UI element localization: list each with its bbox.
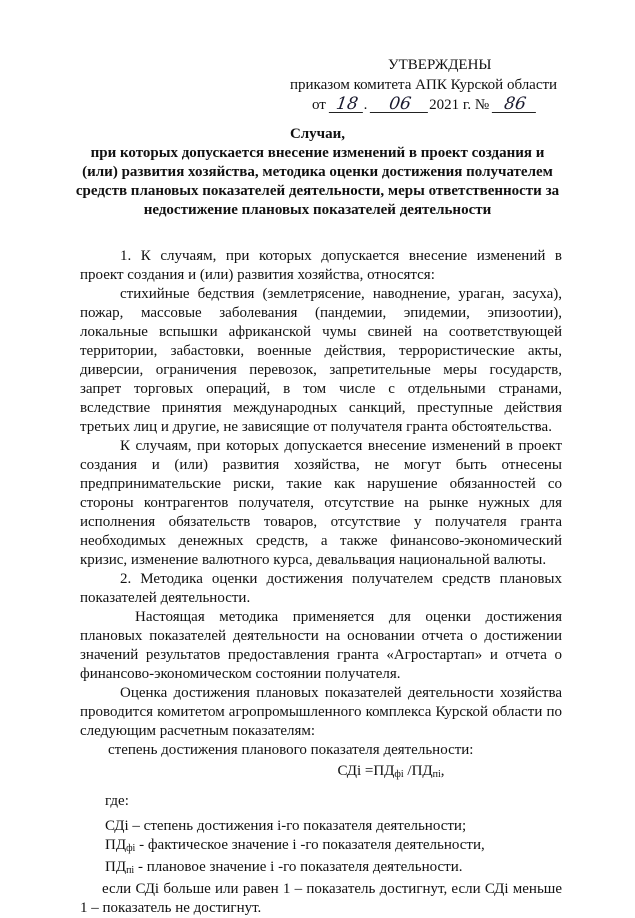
date-prefix: от xyxy=(312,97,326,113)
order-reference: приказом комитета АПК Курской области xyxy=(290,77,558,93)
legend-line: СДi – степень достижения i-го показателя деятельности; xyxy=(105,818,467,834)
formula: СДi $=ПД_{фi}$ $/ПД_{пi}$, xyxy=(337,763,445,780)
paragraph-4: 2. Методика оценки достижения получателем средств плановых показателей деятельности. xyxy=(80,571,562,606)
title-line: при которых допускается внесение изменений в проект создания и xyxy=(90,145,545,161)
paragraph-6: Оценка достижения плановых показателей деятельности хозяйства проводится комитетом агропромышленного комплекса Курской области по следующим расчетным показателям: xyxy=(80,685,562,739)
date-separator: . xyxy=(363,97,368,113)
paragraph-5: Настоящая методика применяется для оценки достижения плановых показателей деятельности на основании отчета о достижении значений результатов предоставления гранта «Агростартап» и отчета о финансово-экономическом состоянии получателя. xyxy=(80,609,562,682)
paragraph-2: стихийные бедствия (землетрясение, наводнение, ураган, засуха), пожар, массовые заболевания (пандемии, эпидемии, эпизоотии), локальные вспышки африканской чумы свиней на соответствующей территории, забастовки, военные действия, террористические акты, диверсии, ограничения перевозок, запретительные меры государств, запрет торговых операций, в том числе с отдельными странами, вследствие принятия международных санкций, преступные действия третьих лиц и другие, не зависящие от получателя гранта обстоятельства. xyxy=(80,286,562,435)
document-body xyxy=(80,247,562,918)
handwritten-day: 18 xyxy=(328,96,364,113)
legend-line: $ПД_{пi}$ - плановое значение i -го показателя деятельности. xyxy=(105,859,463,876)
handwritten-month: 06 xyxy=(370,96,430,113)
title-line: средств плановых показателей деятельности, меры ответственности за xyxy=(75,183,560,199)
title-line: недостижение плановых показателей деятельности xyxy=(143,202,492,218)
title-line: (или) развития хозяйства, методика оценки достижения получателем xyxy=(82,164,553,180)
title-line: Случаи, xyxy=(289,126,346,142)
date-year: 2021 г. № xyxy=(429,97,490,113)
approval-heading: УТВЕРЖДЕНЫ xyxy=(388,57,492,73)
paragraph-1: 1. К случаям, при которых допускается внесение изменений в проект создания и (или) развития хозяйства, относятся: xyxy=(80,248,562,283)
paragraph-8: если СДi больше или равен 1 – показатель достигнут, если СДi меньше 1 – показатель не достигнут. xyxy=(80,881,562,916)
document-title xyxy=(40,125,595,220)
formula-where: где: xyxy=(105,793,129,809)
paragraph-3: К случаям, при которых допускается внесение изменений в проект создания и (или) развития хозяйства, не могут быть отнесены предпринимательские риски, такие как нарушение обязанностей со стороны контрагентов получателя, отсутствие на рынке нужных для исполнения обязательств товаров, отсутствие у получателя гранта необходимых денежных средств, а также финансово-экономический кризис, изменение валютного курса, девальвация национальной валюты. xyxy=(80,438,562,568)
handwritten-order-number: 86 xyxy=(492,96,538,113)
legend-line: $ПД_{фi}$ - фактическое значение i -го показателя деятельности, xyxy=(105,837,485,854)
paragraph-7: степень достижения планового показателя деятельности: xyxy=(108,742,474,758)
order-date-line xyxy=(312,96,537,114)
